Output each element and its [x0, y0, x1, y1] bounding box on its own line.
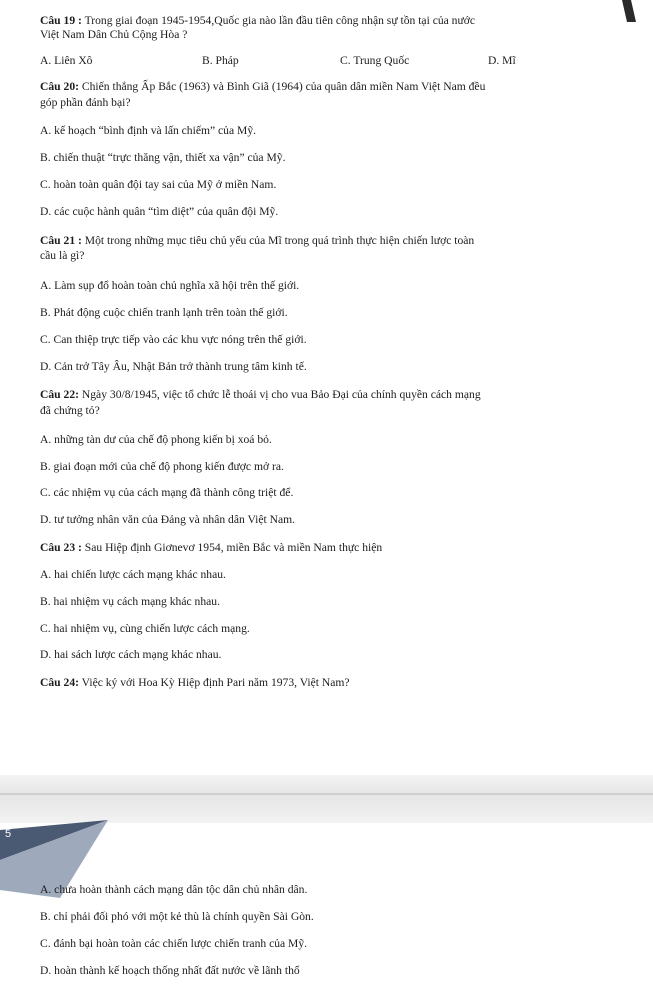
- question-22-text-cont: đã chứng tỏ?: [40, 404, 100, 417]
- question-number: Câu 24:: [40, 676, 79, 689]
- option-c[interactable]: C. Trung Quốc: [340, 54, 410, 67]
- option-a[interactable]: A. hai chiến lược cách mạng khác nhau.: [40, 568, 226, 581]
- question-number: Câu 23 :: [40, 541, 82, 554]
- option-b[interactable]: B. Pháp: [202, 54, 239, 67]
- option-b[interactable]: B. giai đoạn mới của chế độ phong kiến được mở ra.: [40, 460, 284, 473]
- option-d[interactable]: D. tư tưởng nhân văn của Đảng và nhân dân Việt Nam.: [40, 513, 296, 526]
- question-19-options: [40, 54, 645, 68]
- option-b[interactable]: B. chỉ phải đối phó với một kẻ thù là chính quyền Sài Gòn.: [40, 910, 314, 923]
- question-23-text: Câu 23 : Sau Hiệp định Giơnevơ 1954, miền Bắc và miền Nam thực hiện: [40, 541, 383, 554]
- option-b[interactable]: B. Phát động cuộc chiến tranh lạnh trên toàn thế giới.: [40, 306, 288, 319]
- option-b[interactable]: B. chiến thuật “trực thăng vận, thiết xa vận” của Mỹ.: [40, 151, 286, 164]
- option-d[interactable]: D. các cuộc hành quân “tìm diệt” của quân đội Mỹ.: [40, 205, 279, 218]
- question-24-text: Câu 24: Việc ký với Hoa Kỳ Hiệp định Pari năm 1973, Việt Nam?: [40, 676, 350, 689]
- question-21-text: Câu 21 : Một trong những mục tiêu chủ yếu của Mĩ trong quá trình thực hiện chiến lược toàn: [40, 234, 475, 247]
- question-21-text-cont: cầu là gì?: [40, 249, 85, 262]
- option-d[interactable]: D. hoàn thành kế hoạch thống nhất đất nước về lãnh thổ: [40, 964, 300, 977]
- option-c[interactable]: C. hai nhiệm vụ, cùng chiến lược cách mạng.: [40, 622, 250, 635]
- option-d[interactable]: D. Cản trở Tây Âu, Nhật Bản trở thành trung tâm kinh tế.: [40, 360, 307, 373]
- option-c[interactable]: C. đánh bại hoàn toàn các chiến lược chiến tranh của Mỹ.: [40, 937, 308, 950]
- question-19-text: Câu 19 : Trong giai đoạn 1945-1954,Quốc gia nào lần đầu tiên công nhận sự tồn tại của nước: [40, 14, 476, 27]
- question-22-text: Câu 22: Ngày 30/8/1945, việc tổ chức lễ thoái vị cho vua Bảo Đại của chính quyền cách mạng: [40, 388, 481, 401]
- question-number: Câu 22:: [40, 388, 79, 401]
- question-19-text-cont: Việt Nam Dân Chủ Cộng Hòa ?: [40, 28, 188, 41]
- question-number: Câu 21 :: [40, 234, 82, 247]
- page-break: [0, 775, 653, 823]
- option-c[interactable]: C. hoàn toàn quân đội tay sai của Mỹ ở miền Nam.: [40, 178, 277, 191]
- option-c[interactable]: C. các nhiệm vụ của cách mạng đã thành công triệt để.: [40, 486, 294, 499]
- option-a[interactable]: A. kế hoạch “bình định và lấn chiếm” của Mỹ.: [40, 124, 257, 137]
- option-a[interactable]: A. những tàn dư của chế độ phong kiến bị xoá bỏ.: [40, 433, 272, 446]
- question-20-text: Câu 20: Chiến thắng Ấp Bắc (1963) và Bình Giã (1964) của quân dân miền Nam Việt Nam đều: [40, 80, 486, 93]
- page-number: 5: [5, 828, 12, 840]
- option-a[interactable]: A. Làm sụp đổ hoàn toàn chủ nghĩa xã hội trên thế giới.: [40, 279, 300, 292]
- question-number: Câu 19 :: [40, 14, 82, 27]
- option-d[interactable]: D. hai sách lược cách mạng khác nhau.: [40, 648, 222, 661]
- option-a[interactable]: A. Liên Xô: [40, 54, 93, 67]
- question-number: Câu 20:: [40, 80, 79, 93]
- option-a[interactable]: A. chưa hoàn thành cách mạng dân tộc dân chủ nhân dân.: [40, 883, 308, 896]
- option-c[interactable]: C. Can thiệp trực tiếp vào các khu vực nóng trên thế giới.: [40, 333, 307, 346]
- option-b[interactable]: B. hai nhiệm vụ cách mạng khác nhau.: [40, 595, 220, 608]
- page-divider: [0, 793, 653, 795]
- question-20-text-cont: góp phần đánh bại?: [40, 96, 131, 109]
- option-d[interactable]: D. Mĩ: [488, 54, 516, 67]
